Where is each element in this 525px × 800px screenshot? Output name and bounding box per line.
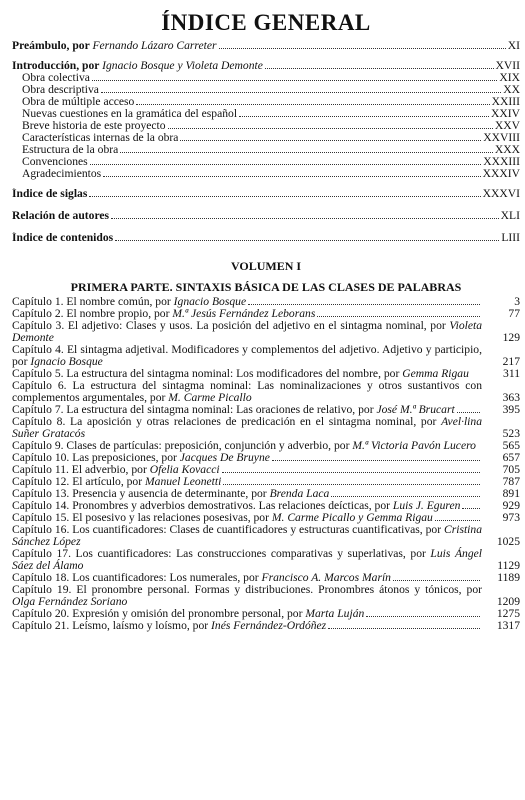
chapter-page: 311 — [503, 367, 520, 380]
chapter-title: Capítulo 14. Pronombres y adverbios demostrativos. Las relaciones deícticas, por — [12, 500, 393, 512]
entry-page: XXVIII — [483, 131, 520, 144]
entry-label: Obra colectiva — [22, 72, 90, 84]
chapter-page: 77 — [508, 307, 520, 320]
chapter-page: 1275 — [496, 607, 520, 620]
chapter-entry[interactable] — [12, 608, 520, 620]
entry-label: Índice de contenidos — [12, 232, 114, 244]
dot-leader — [101, 92, 501, 93]
index-page — [12, 6, 520, 632]
chapter-entry[interactable] — [12, 584, 520, 608]
dot-leader — [328, 620, 480, 629]
chapter-author: Manuel Leonetti — [144, 476, 222, 488]
toc-subentry[interactable] — [12, 132, 520, 144]
dot-leader — [331, 488, 480, 497]
chapter-title: Capítulo 16. Los cuantificadores: Clases de cuantificadores y estructuras cuantificativas, por — [12, 523, 444, 536]
dot-leader — [120, 152, 493, 153]
chapter-author: Ignacio Bosque — [30, 355, 103, 368]
chapter-entry[interactable] — [12, 620, 520, 632]
entry-page: XI — [507, 39, 520, 52]
chapter-entry[interactable] — [12, 440, 520, 452]
dot-leader — [168, 128, 493, 129]
part-heading: PRIMERA PARTE. SINTAXIS BÁSICA DE LAS CLASES DE PALABRAS — [70, 280, 462, 294]
entry-page: XVII — [495, 59, 520, 72]
dot-leader — [317, 308, 480, 317]
entry-page: XXXVI — [482, 187, 520, 200]
chapter-page: 565 — [502, 439, 520, 452]
entry-label: Características internas de la obra — [22, 132, 179, 144]
chapter-title: Capítulo 9. Clases de partículas: preposición, conjunción y adverbio, por — [12, 439, 353, 452]
volume-heading: VOLUMEN I — [230, 259, 302, 273]
chapter-title: Capítulo 21. Leísmo, laísmo y loísmo, por — [12, 620, 212, 632]
dot-leader — [222, 464, 480, 473]
chapter-page: 523 — [502, 427, 520, 440]
chapter-entry[interactable] — [12, 524, 520, 548]
dot-leader — [272, 452, 480, 461]
chapter-title: Capítulo 7. La estructura del sintagma nominal: Las oraciones de relativo, por — [12, 404, 377, 416]
dot-leader — [219, 48, 506, 49]
chapter-entry[interactable] — [12, 452, 520, 464]
dot-leader — [90, 164, 482, 165]
chapter-page: 787 — [502, 475, 520, 488]
dot-leader — [89, 196, 480, 197]
page-title: ÍNDICE GENERAL — [161, 10, 371, 35]
toc-subentry[interactable] — [12, 84, 520, 96]
dot-leader — [265, 68, 494, 69]
entry-label: Obra descriptiva — [22, 84, 99, 96]
chapter-title: Capítulo 11. El adverbio, por — [12, 464, 150, 476]
entry-author: Fernando Lázaro Carreter — [92, 40, 217, 52]
dot-leader — [393, 572, 480, 581]
entry-page: XXX — [494, 143, 520, 156]
chapter-title: Capítulo 18. Los cuantificadores: Los numerales, por — [12, 572, 262, 584]
chapter-author: Luis Ángel Sáez del Álamo — [12, 547, 483, 572]
toc-subentry[interactable] — [12, 120, 520, 132]
chapter-author: M.ª Jesús Fernández Leborans — [172, 308, 316, 320]
chapter-title: Capítulo 2. El nombre propio, por — [12, 308, 173, 320]
chapter-page: 1025 — [496, 535, 520, 548]
toc-subentry[interactable] — [12, 168, 520, 180]
chapter-author: Brenda Laca — [269, 488, 330, 500]
chapter-page: 129 — [502, 331, 520, 344]
chapter-author: Jacques De Bruyne — [179, 452, 270, 464]
chapter-page: 363 — [502, 391, 520, 404]
chapter-title: Capítulo 15. El posesivo y las relaciones posesivas, por — [12, 512, 272, 524]
chapter-page: 973 — [502, 511, 520, 524]
dot-leader — [92, 80, 497, 81]
toc-subentry[interactable] — [12, 72, 520, 84]
chapter-entry[interactable] — [12, 344, 520, 368]
chapter-page: 929 — [502, 499, 520, 512]
chapter-author: Ofelia Kovacci — [149, 464, 220, 476]
dot-leader — [248, 296, 480, 305]
entry-label: Obra de múltiple acceso — [22, 96, 135, 108]
chapter-entry[interactable] — [12, 500, 520, 512]
dot-leader — [239, 116, 489, 117]
chapter-author: Violeta Demonte — [12, 319, 482, 344]
chapter-author: M.ª Victoria Pavón Lucero — [352, 439, 476, 452]
chapter-entry[interactable] — [12, 548, 520, 572]
chapter-page: 1129 — [497, 559, 520, 572]
entry-page: XXV — [494, 119, 520, 132]
entry-label: Convenciones — [22, 156, 88, 168]
chapter-author: José M.ª Brucart — [376, 404, 455, 416]
toc-subentry[interactable] — [12, 144, 520, 156]
chapter-page: 395 — [502, 403, 520, 416]
entry-label: Breve historia de este proyecto — [22, 120, 166, 132]
chapter-title: Capítulo 13. Presencia y ausencia de determinante, por — [12, 488, 270, 500]
entry-page: XXXIII — [483, 155, 520, 168]
toc-entry-siglas[interactable] — [12, 188, 520, 200]
dot-leader — [366, 608, 480, 617]
dot-leader — [223, 476, 480, 485]
dot-leader — [457, 404, 480, 413]
chapter-author: Marta Luján — [305, 608, 365, 620]
dot-leader — [180, 140, 481, 141]
chapter-page: 657 — [502, 451, 520, 464]
entry-label: Relación de autores — [12, 210, 110, 222]
dot-leader — [136, 104, 489, 105]
chapter-author: M. Carme Picallo y Gemma Rigau — [271, 512, 433, 524]
toc-entry-contenidos[interactable] — [12, 232, 520, 244]
chapter-author: Cristina Sánchez López — [12, 523, 482, 548]
chapter-entry[interactable] — [12, 416, 520, 440]
chapter-title: Capítulo 5. La estructura del sintagma nominal: Los modificadores del nombre, por — [12, 367, 403, 380]
chapter-page: 3 — [514, 295, 520, 308]
toc-entry-introduccion[interactable]: Introducción, por Ignacio Bosque y Violeta Demonte XVII — [12, 59, 520, 72]
chapter-title: Capítulo 1. El nombre común, por — [12, 296, 174, 308]
chapter-title: Capítulo 10. Las preposiciones, por — [12, 452, 180, 464]
entry-label: Estructura de la obra — [22, 144, 119, 156]
chapter-page: 1189 — [497, 571, 520, 584]
entry-page: XXIV — [491, 107, 520, 120]
dot-leader — [435, 512, 480, 521]
chapter-page: 705 — [502, 463, 520, 476]
intro-subentries — [12, 72, 520, 180]
chapter-title: Capítulo 4. El sintagma adjetival. Modificadores y complementos del adjetivo. Adjetivo y participio, por — [12, 343, 482, 368]
entry-page: XLI — [500, 209, 520, 222]
chapter-title: Capítulo 6. La estructura del sintagma nominal: Las nominalizaciones y otros sustantivos con complementos argumentales, por — [12, 379, 482, 404]
entry-page: XXXIV — [482, 167, 520, 180]
chapter-entry[interactable] — [12, 488, 520, 500]
chapter-page: 891 — [502, 487, 520, 500]
chapter-author: Francisco A. Marcos Marín — [261, 572, 391, 584]
entry-label: Índice de siglas — [12, 188, 88, 200]
chapter-author: Inés Fernández-Ordóñez — [211, 620, 327, 632]
chapter-page: 1209 — [496, 595, 520, 608]
chapter-author: Ignacio Bosque — [173, 296, 247, 308]
chapter-list — [12, 296, 520, 632]
toc-subentry[interactable] — [12, 108, 520, 120]
entry-author: Ignacio Bosque y Violeta Demonte — [102, 60, 263, 72]
chapter-entry[interactable] — [12, 464, 520, 476]
chapter-title: Capítulo 3. El adjetivo: Clases y usos. La posición del adjetivo en el sintagma nominal, por — [12, 319, 450, 332]
toc-subentry[interactable] — [12, 156, 520, 168]
entry-label: Introducción — [12, 60, 77, 72]
chapter-entry[interactable] — [12, 476, 520, 488]
dot-leader — [103, 176, 480, 177]
chapter-entry[interactable] — [12, 320, 520, 344]
chapter-title: Capítulo 17. Los cuantificadores: Las construcciones comparativas y superlativas, por — [12, 547, 431, 560]
chapter-title: Capítulo 19. El pronombre personal. Formas y distribuciones. Pronombres átonos y tónicos, por — [12, 583, 482, 596]
chapter-title: Capítulo 8. La aposición y otras relaciones de predicación en el sintagma nominal, por — [12, 415, 442, 428]
chapter-author: Olga Fernández Soriano — [12, 595, 128, 608]
chapter-page: 1317 — [496, 619, 520, 632]
entry-label: Nuevas cuestiones en la gramática del español — [22, 108, 238, 120]
entry-page: XIX — [499, 71, 520, 84]
dot-leader — [111, 218, 499, 219]
chapter-author: M. Carme Picallo — [168, 391, 252, 404]
entry-label: Preámbulo — [12, 40, 67, 52]
chapter-entry[interactable] — [12, 296, 520, 308]
toc-entry-autores[interactable] — [12, 210, 520, 222]
chapter-page: 217 — [502, 355, 520, 368]
chapter-title: Capítulo 20. Expresión y omisión del pronombre personal, por — [12, 608, 306, 620]
entry-page: LIII — [501, 231, 520, 244]
chapter-author: Luis J. Eguren — [392, 500, 461, 512]
toc-subentry[interactable] — [12, 96, 520, 108]
dot-leader — [462, 500, 480, 509]
chapter-author: Gemma Rigau — [402, 367, 469, 380]
chapter-entry[interactable] — [12, 380, 520, 404]
toc-entry-preambulo[interactable]: Preámbulo, por Fernando Lázaro Carreter XI — [12, 39, 520, 52]
entry-page: XXIII — [491, 95, 520, 108]
chapter-title: Capítulo 12. El artículo, por — [12, 476, 145, 488]
entry-page: XX — [503, 83, 520, 96]
dot-leader — [115, 240, 499, 241]
chapter-author: Avel·lina Suñer Gratacós — [12, 415, 482, 440]
entry-label: Agradecimientos — [22, 168, 102, 180]
